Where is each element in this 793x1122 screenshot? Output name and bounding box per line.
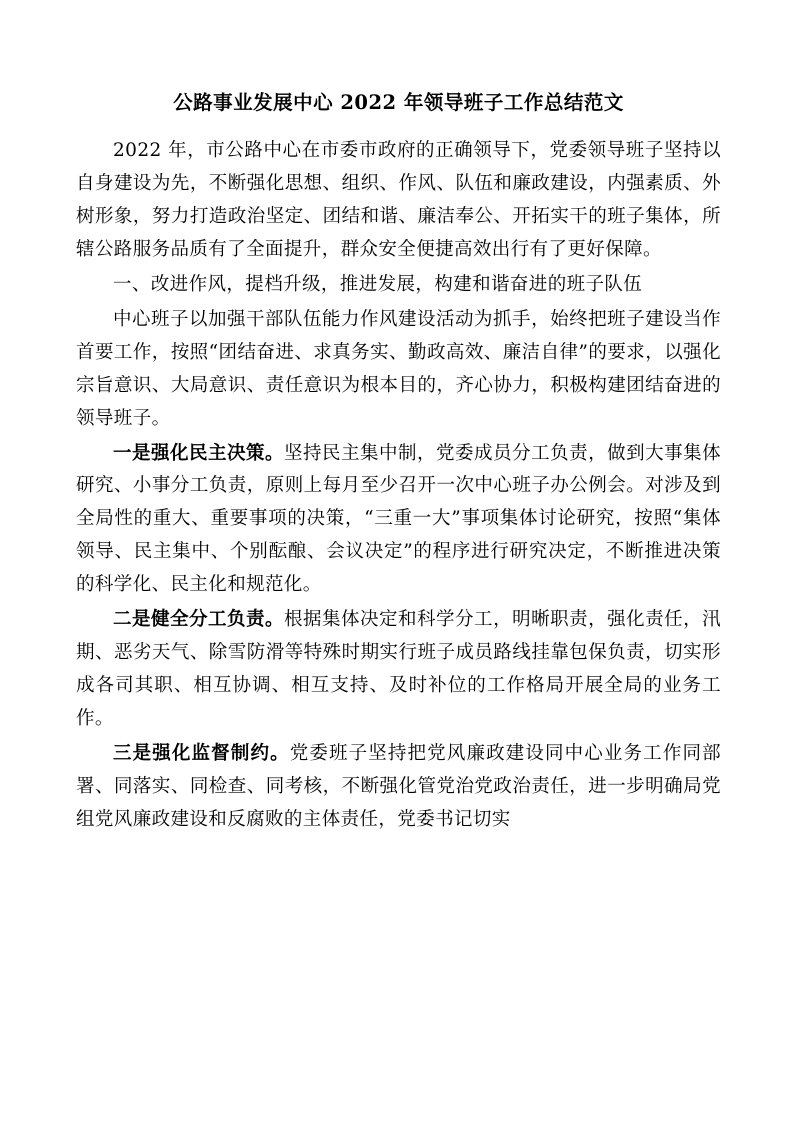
point-three-lead: 三是强化监督制约。	[113, 742, 290, 764]
section-heading-one: 一、改进作风，提档升级，推进发展，构建和谐奋进的班子队伍	[113, 273, 643, 295]
point-one-lead: 一是强化民主决策。	[113, 442, 285, 464]
point-one-text: 坚持民主集中制，党委成员分工负责，做到大事集体研究、小事分工负责，原则上每月至少召开一次中心班子办公例会。对涉及到全局性的重大、重要事项的决策，“三重一大”事项集体讨论研究，按照“集体领导、民主集中、个别酝酿、会议决定”的程序进行研究决定，不断推进决策的科学化、民主化和规范化。	[76, 442, 721, 596]
paragraph-point-three	[76, 738, 721, 837]
point-two-text: 根据集体决定和科学分工，明晰职责，强化责任，汛期、恶劣天气、除雪防滑等特殊时期实行班子成员路线挂靠包保负责，切实形成各司其职、相互协调、相互支持、及时补位的工作格局开展全局的业务工作。	[76, 609, 721, 729]
point-two-lead: 二是健全分工负责。	[113, 609, 285, 631]
page-title: 公路事业发展中心 2022 年领导班子工作总结范文	[173, 91, 624, 114]
paragraph-intro: 2022 年，市公路中心在市委市政府的正确领导下，党委领导班子坚持以自身建设为先，不断强化思想、组织、作风、队伍和廉政建设，内强素质、外树形象，努力打造政治坚定、团结和谐、廉洁奉公、开拓实干的班子集体，所辖公路服务品质有了全面提升，群众安全便捷高效出行有了更好保障。	[76, 140, 721, 261]
section-one-body: 中心班子以加强干部队伍能力作风建设活动为抓手，始终把班子建设当作首要工作，按照“团结奋进、求真务实、勤政高效、廉洁自律”的要求，以强化宗旨意识、大局意识、责任意识为根本目的，齐心协力，积极构建团结奋进的领导班子。	[76, 308, 721, 429]
point-three-text: 党委班子坚持把党风廉政建设同中心业务工作同部署、同落实、同检查、同考核，不断强化管党治党政治责任，进一步明确局党组党风廉政建设和反腐败的主体责任，党委书记切实	[76, 742, 721, 830]
paragraph-point-two	[76, 604, 721, 736]
paragraph-point-one	[76, 438, 721, 603]
